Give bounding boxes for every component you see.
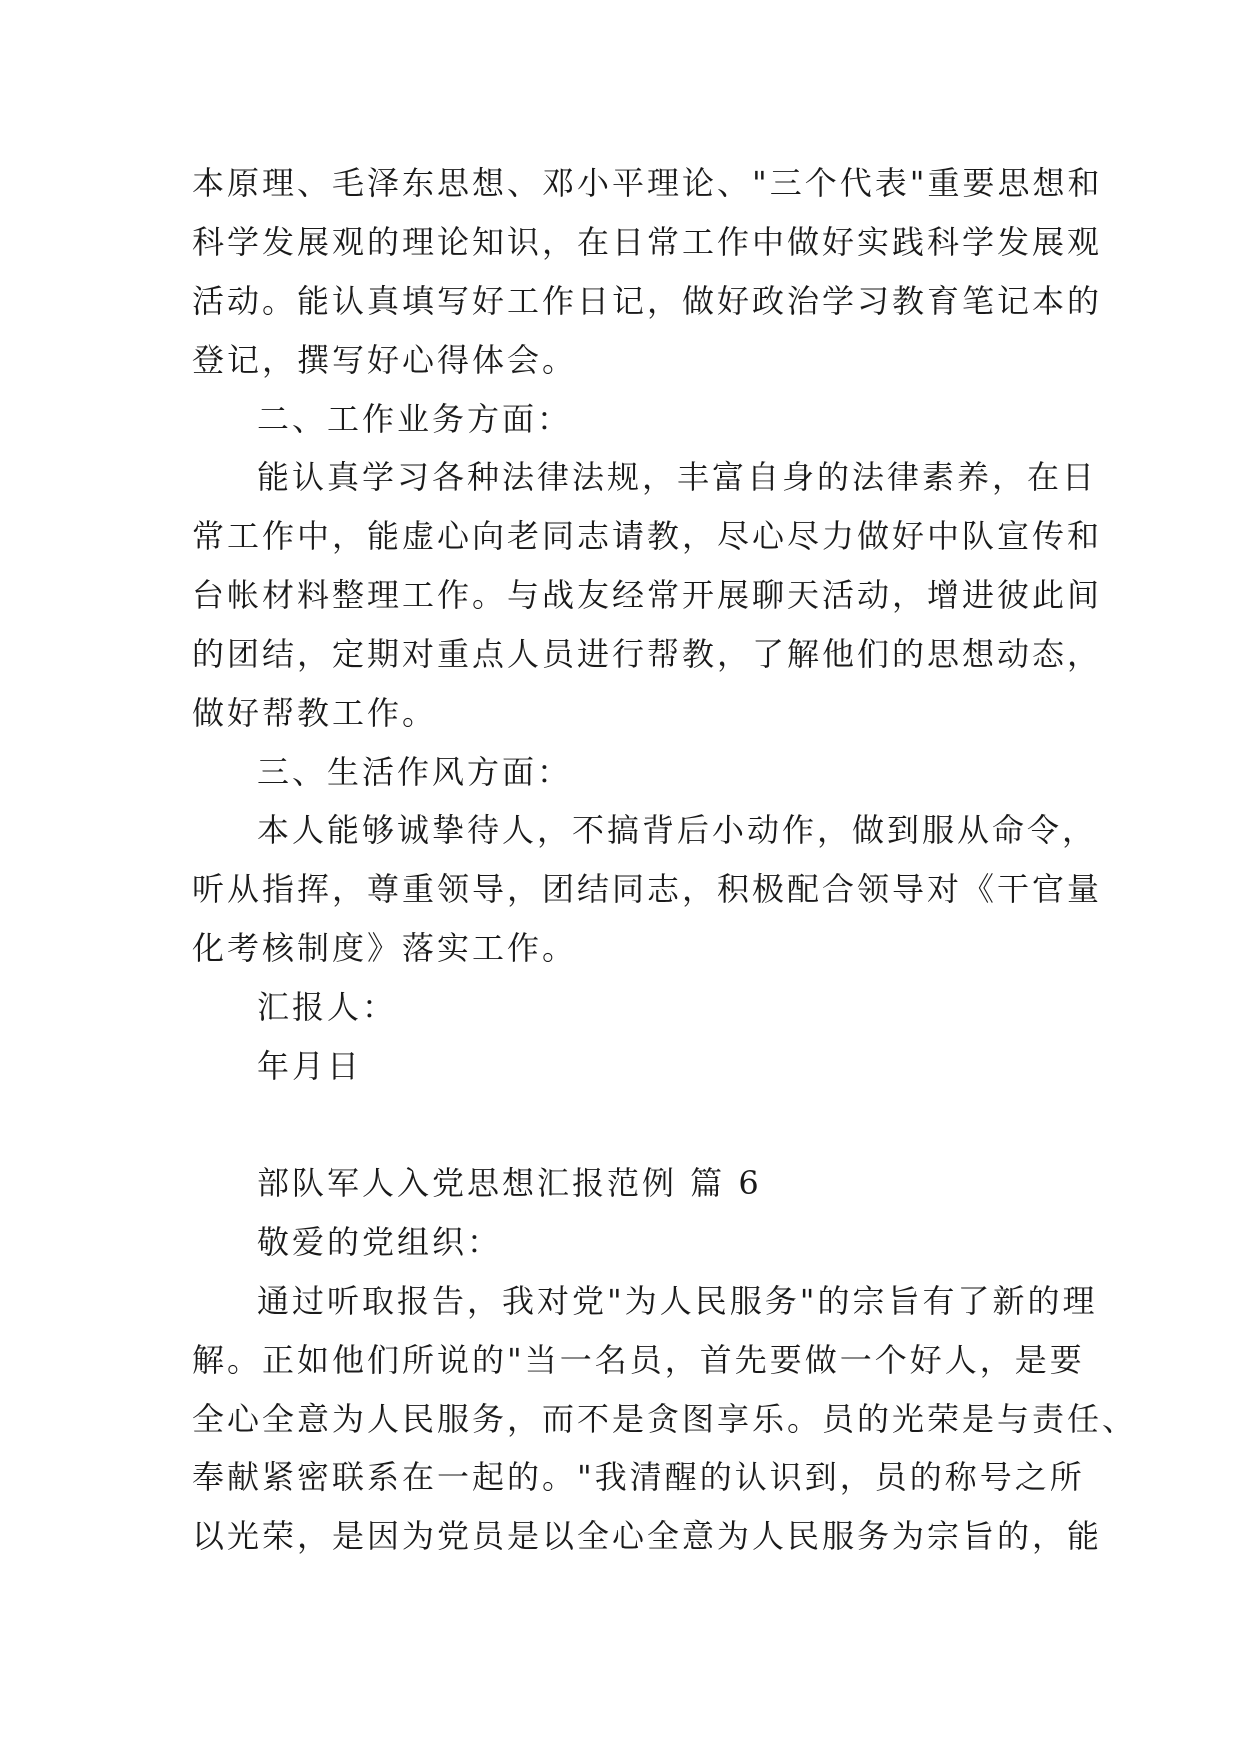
paragraph-line: 以光荣，是因为党员是以全心全意为人民服务为宗旨的，能 <box>192 1517 1103 1555</box>
paragraph-line: 的团结，定期对重点人员进行帮教，了解他们的思想动态， <box>192 635 1103 673</box>
paragraph-line: 科学发展观的理论知识，在日常工作中做好实践科学发展观 <box>192 223 1103 261</box>
paragraph-line: 常工作中，能虚心向老同志请教，尽心尽力做好中队宣传和 <box>192 517 1103 555</box>
paragraph-line: 化考核制度》落实工作。 <box>192 929 578 967</box>
paragraph-line: 做好帮教工作。 <box>192 694 438 732</box>
paragraph-line: 能认真学习各种法律法规，丰富自身的法律素养，在日 <box>257 458 1098 496</box>
paragraph-line: 活动。能认真填写好工作日记，做好政治学习教育笔记本的 <box>192 282 1103 320</box>
paragraph-line: 登记，撰写好心得体会。 <box>192 341 578 379</box>
salutation: 敬爱的党组织： <box>257 1223 503 1261</box>
section-heading: 三、生活作风方面： <box>257 753 573 791</box>
paragraph-line: 本人能够诚挚待人，不搞背后小动作，做到服从命令， <box>257 811 1098 849</box>
paragraph-line: 解。正如他们所说的"当一名员，首先要做一个好人，是要 <box>192 1341 1085 1379</box>
article-title: 部队军人入党思想汇报范例 篇 6 <box>257 1164 762 1202</box>
reporter-label: 汇报人： <box>257 988 398 1026</box>
paragraph-line: 本原理、毛泽东思想、邓小平理论、"三个代表"重要思想和 <box>192 164 1103 202</box>
paragraph-line: 奉献紧密联系在一起的。"我清醒的认识到，员的称号之所 <box>192 1458 1085 1496</box>
section-heading: 二、工作业务方面： <box>257 400 573 438</box>
paragraph-line: 听从指挥，尊重领导，团结同志，积极配合领导对《干官量 <box>192 870 1103 908</box>
date-label: 年月日 <box>257 1047 363 1085</box>
paragraph-line: 台帐材料整理工作。与战友经常开展聊天活动，增进彼此间 <box>192 576 1103 614</box>
paragraph-line: 通过听取报告，我对党"为人民服务"的宗旨有了新的理 <box>257 1282 1098 1320</box>
paragraph-line: 全心全意为人民服务，而不是贪图享乐。员的光荣是与责任、 <box>192 1400 1138 1438</box>
